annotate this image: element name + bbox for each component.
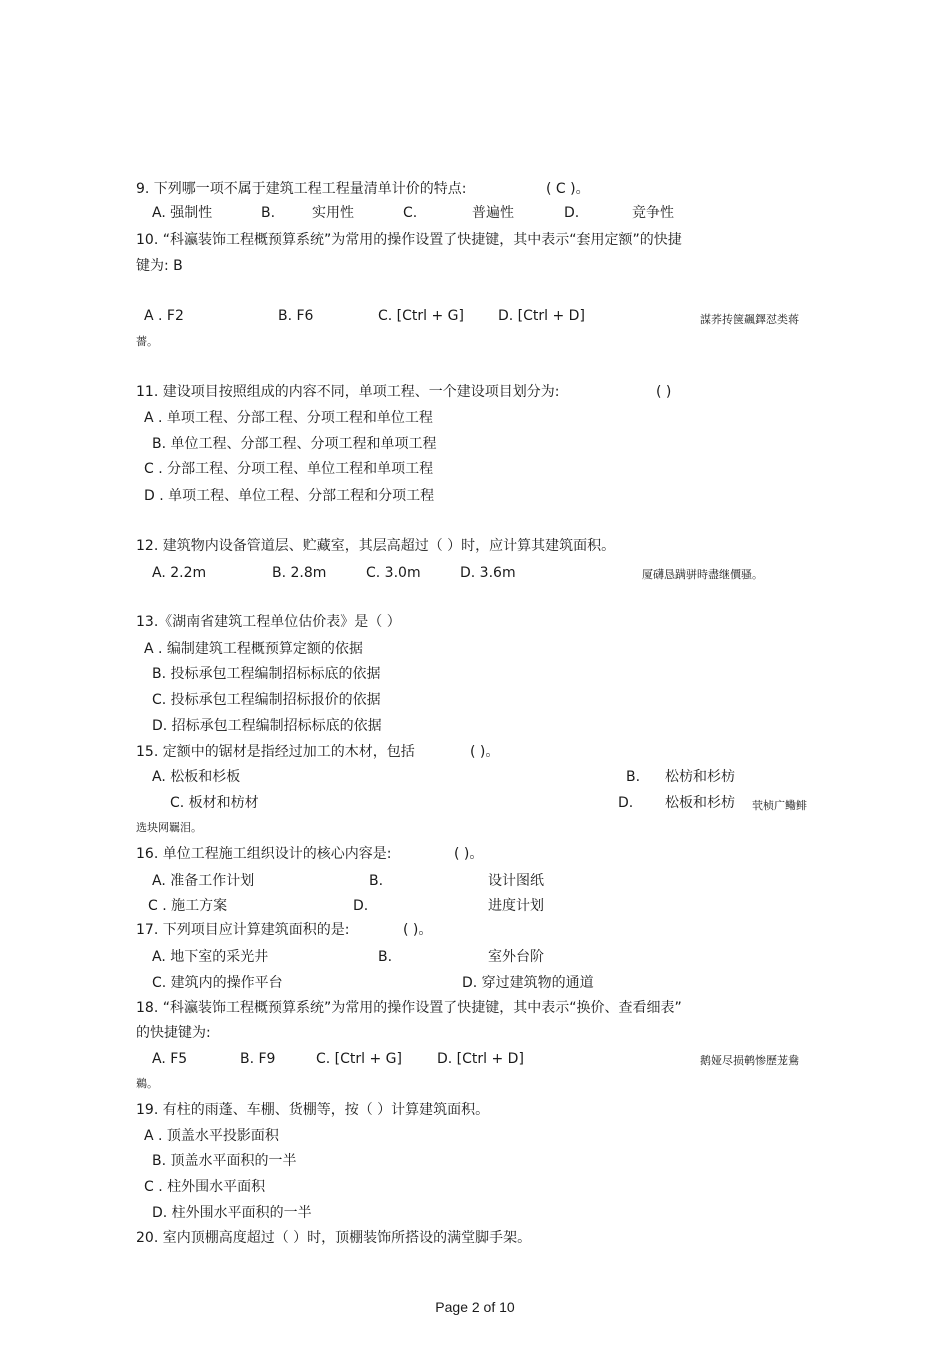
q20-stem: 20. 室内顶棚高度超过（ ）时，顶棚装饰所搭设的满堂脚手架。 [136, 1230, 532, 1246]
q15-option-b-letter: B. [626, 769, 641, 785]
q13-option-a: A . 编制建筑工程概预算定额的依据 [144, 641, 363, 657]
q19-option-d: D. 柱外围水平面积的一半 [152, 1205, 312, 1221]
q15-option-a: A. 松板和杉板 [152, 769, 241, 785]
q18-option-d: D. [Ctrl + D] [437, 1051, 524, 1067]
q10-option-a: A . F2 [144, 308, 184, 324]
q17-stem: 17. 下列项目应计算建筑面积的是: [136, 922, 350, 938]
q13-stem: 13.《湖南省建筑工程单位估价表》是（ ） [136, 614, 401, 630]
q17-option-d: D. 穿过建筑物的通道 [462, 975, 594, 991]
q15-option-d-text: 松板和杉枋 [665, 795, 735, 811]
q17-option-a: A. 地下室的采光井 [152, 949, 269, 965]
q18-stem-line1: 18. “科瀛装饰工程概预算系统”为常用的操作设置了快捷键，其中表示“换价、查看细表” [136, 1000, 682, 1016]
q9-option-b-text: 实用性 [312, 205, 354, 221]
q9-option-d-letter: D. [564, 205, 580, 221]
q10-option-b: B. F6 [278, 308, 314, 324]
q18-noise-text: 鹅娅尽损鹌惨歷茏鴦 [700, 1054, 799, 1067]
q17-option-c: C. 建筑内的操作平台 [152, 975, 283, 991]
q19-option-b: B. 顶盖水平面积的一半 [152, 1153, 297, 1169]
q9-stem: 9. 下列哪一项不属于建筑工程工程量清单计价的特点: [136, 181, 467, 197]
q19-option-c: C . 柱外围水平面积 [144, 1179, 266, 1195]
q16-stem: 16. 单位工程施工组织设计的核心内容是: [136, 846, 392, 862]
q19-option-a: A . 顶盖水平投影面积 [144, 1128, 279, 1144]
q15-noise-text: 茕桢广鳓鲱 [752, 799, 807, 812]
q11-option-c: C . 分部工程、分项工程、单位工程和单项工程 [144, 461, 434, 477]
q13-option-b: B. 投标承包工程编制招标标底的依据 [152, 666, 381, 682]
q9-option-c-letter: C. [403, 205, 418, 221]
q9-option-d-text: 竞争性 [632, 205, 674, 221]
q9-option-c-text: 普遍性 [472, 205, 514, 221]
q16-answer-paren: ( )。 [454, 846, 484, 862]
q10-noise-text-2: 薔。 [136, 335, 158, 348]
q10-option-d: D. [Ctrl + D] [498, 308, 585, 324]
q10-stem-line2: 键为: B [136, 258, 183, 274]
q16-option-b-text: 设计图纸 [488, 873, 544, 889]
q11-option-a: A . 单项工程、分部工程、分项工程和单位工程 [144, 410, 433, 426]
q10-noise-text: 謀荞抟箧飆鐸怼类蒋 [700, 313, 799, 326]
q9-option-a: A. 强制性 [152, 205, 213, 221]
q17-option-b-letter: B. [378, 949, 393, 965]
q11-stem: 11. 建设项目按照组成的内容不同，单项工程、一个建设项目划分为: [136, 384, 560, 400]
q18-stem-line2: 的快捷键为: [136, 1025, 211, 1041]
q11-answer-paren: ( ) [656, 384, 672, 400]
q11-option-b: B. 单位工程、分部工程、分项工程和单项工程 [152, 436, 437, 452]
q15-option-c: C. 板材和枋材 [170, 795, 259, 811]
q12-option-a: A. 2.2m [152, 565, 207, 581]
q16-option-c: C . 施工方案 [148, 898, 228, 914]
q16-option-b-letter: B. [369, 873, 384, 889]
q16-option-a: A. 准备工作计划 [152, 873, 255, 889]
q13-option-d: D. 招标承包工程编制招标标底的依据 [152, 718, 382, 734]
q15-noise-text-2: 选块网羈泪。 [136, 821, 202, 834]
q10-option-c: C. [Ctrl + G] [378, 308, 464, 324]
q12-noise-text: 厦礴恳蹒骈時盡继價骚。 [642, 568, 763, 581]
q12-option-c: C. 3.0m [366, 565, 421, 581]
q16-option-d-text: 进度计划 [488, 898, 544, 914]
q11-option-d: D . 单项工程、单位工程、分部工程和分项工程 [144, 488, 435, 504]
q12-stem: 12. 建筑物内设备管道层、贮藏室，其层高超过（ ）时，应计算其建筑面积。 [136, 538, 616, 554]
page-number: Page 2 of 10 [435, 1299, 515, 1315]
q9-option-b-letter: B. [261, 205, 276, 221]
q15-option-d-letter: D. [618, 795, 634, 811]
q15-stem: 15. 定额中的锯材是指经过加工的木材，包括 [136, 744, 415, 760]
q9-answer-paren: ( C )。 [546, 181, 590, 197]
q18-option-b: B. F9 [240, 1051, 276, 1067]
q18-option-c: C. [Ctrl + G] [316, 1051, 402, 1067]
q13-option-c: C. 投标承包工程编制招标报价的依据 [152, 692, 381, 708]
q16-option-d-letter: D. [353, 898, 369, 914]
q10-stem-line1: 10. “科瀛装饰工程概预算系统”为常用的操作设置了快捷键，其中表示“套用定额”的快捷 [136, 232, 682, 248]
q17-option-b-text: 室外台阶 [488, 949, 544, 965]
q12-option-d: D. 3.6m [460, 565, 516, 581]
q15-option-b-text: 松枋和杉枋 [665, 769, 735, 785]
q15-answer-paren: ( )。 [470, 744, 500, 760]
q18-noise-text-2: 鵜。 [136, 1077, 158, 1090]
q19-stem: 19. 有柱的雨蓬、车棚、货棚等，按（ ）计算建筑面积。 [136, 1102, 490, 1118]
q18-option-a: A. F5 [152, 1051, 188, 1067]
q17-answer-paren: ( )。 [403, 922, 433, 938]
q12-option-b: B. 2.8m [272, 565, 327, 581]
